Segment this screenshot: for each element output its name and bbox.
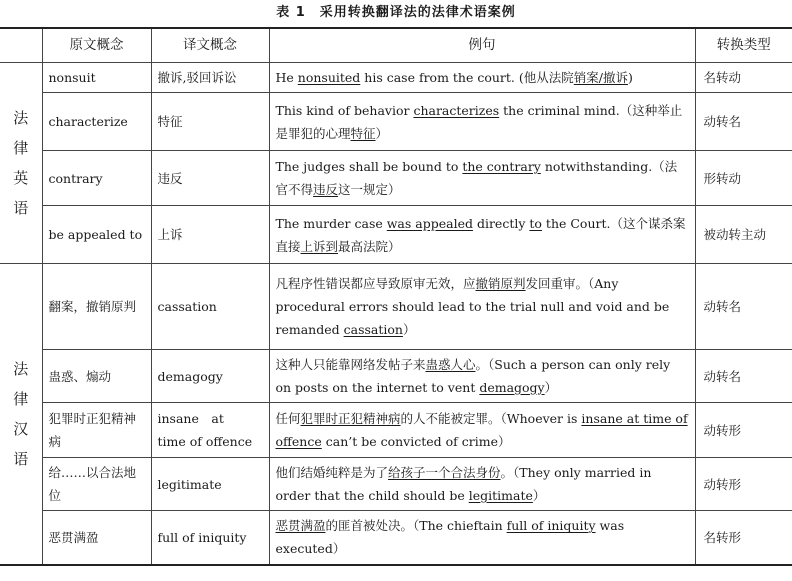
group-label-char: 律 [13,139,29,157]
sentence-text: The judges shall be bound to [275,159,463,174]
source-term-cell: 犯罪时正犯精神病 [42,403,151,458]
target-term-cell: legitimate [151,458,269,511]
sentence-text: directly [472,215,530,231]
example-sentence-cell [269,350,695,403]
underlined-term: 给孩子一个合法身份 [388,465,501,480]
underlined-term: the contrary [462,159,541,174]
conversion-type-cell: 名转形 [695,511,792,565]
sentence-text: 的人不能被定罪。（Whoever is [400,411,582,426]
sentence-text: ） [375,125,389,141]
sentence-text: 。（They only married in order that the child should be [275,465,652,503]
sentence-text: This kind of behavior [275,102,414,118]
underlined-term: insane at time of offence [275,411,688,449]
sentence-text: 最高法院） [338,238,401,254]
underlined-term: 违反 [313,182,339,197]
group-label-legal-english [0,63,42,264]
target-term-cell: demagogy [151,350,269,403]
underlined-term: 蛊惑人心 [425,357,476,372]
underlined-term: 犯罪时正犯精神病 [300,411,401,426]
underlined-term: to [529,215,542,231]
source-term-cell: characterize [42,93,151,151]
source-term-cell: be appealed to [42,206,151,264]
sentence-text: 他们结婚纯粹是为了 [275,465,389,480]
conversion-type-cell: 被动转主动 [695,206,792,264]
table-row [0,93,792,151]
table-row [0,151,792,206]
group-label-char: 汉 [13,419,29,438]
conversion-type-cell: 形转动 [695,151,792,206]
underlined-term: 上诉到 [300,238,339,254]
conversion-type-cell: 动转名 [695,350,792,403]
conversion-type-cell: 动转形 [695,403,792,458]
sentence-text: 发回重审。（Any procedural errors should lead to the trial null and void and be remanded [275,276,670,337]
header-example: 例句 [269,28,695,63]
sentence-text: ） [544,380,558,395]
underlined-term: characterizes [413,102,500,118]
target-term-cell: 上诉 [151,206,269,264]
underlined-term: 恶贯满盈 [275,518,326,534]
header-row [0,28,792,63]
table-row [0,206,792,264]
table-body [0,63,792,565]
target-term-cell: 违反 [151,151,269,206]
sentence-text: He [275,70,298,85]
sentence-text: can’t be convicted of crime） [321,434,511,449]
header-source: 原文概念 [42,28,151,63]
table-row [0,350,792,403]
underlined-term: 销案/撤诉 [573,70,628,85]
target-term-cell: full of iniquity [151,511,269,565]
conversion-type-cell: 动转名 [695,264,792,350]
source-term-cell: 蛊惑、煽动 [42,350,151,403]
underlined-term: full of iniquity [506,518,596,534]
sentence-text: 这种人只能靠网络发帖子来 [275,357,426,372]
target-term-cell: cassation [151,264,269,350]
example-sentence-cell [269,151,695,206]
group-label-char: 英 [13,169,29,187]
target-term-cell: 撤诉,驳回诉讼 [151,63,269,93]
sentence-text: ) [627,70,633,85]
sentence-text: 这一规定） [338,182,401,197]
sentence-text: the criminal mind.（这种举止是罪犯的心理 [275,102,683,141]
table-row [0,458,792,511]
group-label-char: 语 [13,449,29,468]
underlined-term: 撤销原判 [475,276,526,291]
example-sentence-cell [269,458,695,511]
underlined-term: 特征 [350,125,376,141]
underlined-term: legitimate [468,488,533,503]
group-label-char: 语 [13,199,29,217]
header-type: 转换类型 [695,28,792,63]
conversion-type-cell: 动转名 [695,93,792,151]
sentence-text: The murder case [275,215,387,231]
header-cell [0,28,42,63]
target-term-cell: insane at time of offence [151,403,269,458]
table-row [0,403,792,458]
example-sentence-cell [269,206,695,264]
sentence-text: was executed） [275,518,625,557]
example-sentence-cell [269,403,695,458]
underlined-term: demagogy [479,380,545,395]
conversion-type-cell: 动转形 [695,458,792,511]
example-sentence-cell [269,264,695,350]
source-term-cell: 给……以合法地位 [42,458,151,511]
header-target: 译文概念 [151,28,269,63]
underlined-term: cassation [343,322,403,337]
source-term-cell: nonsuit [42,63,151,93]
conversion-type-cell: 名转动 [695,63,792,93]
sentence-text: 任何 [275,411,301,426]
group-label-char: 法 [13,109,29,127]
table-title: 表 1 采用转换翻译法的法律术语案例 [276,5,516,20]
sentence-text: ） [402,322,416,337]
underlined-term: nonsuited [297,70,361,85]
group-label-char: 法 [13,359,29,378]
table-row [0,264,792,350]
table-row [0,63,792,93]
example-sentence-cell [269,511,695,565]
sentence-text: notwithstanding.（法官不得 [275,159,678,197]
sentence-text: 的匪首被处决。（The chieftain [325,518,507,534]
source-term-cell: 翻案，撤销原判 [42,264,151,350]
sentence-text: 凡程序性错误都应导致原审无效，应 [275,276,476,291]
target-term-cell: 特征 [151,93,269,151]
source-term-cell: contrary [42,151,151,206]
group-label-legal-chinese [0,264,42,565]
table-row [0,511,792,565]
source-term-cell: 恶贯满盈 [42,511,151,565]
underlined-term: was appealed [386,215,473,231]
group-label-char: 律 [13,389,29,408]
sentence-text: 。（Such a person can only rely on posts on the internet to vent [275,357,671,395]
term-table [0,27,792,566]
sentence-text: ） [532,488,546,503]
sentence-text: his case from the court. (他从法院 [360,70,574,85]
sentence-text: the Court.（这个谋杀案直接 [275,215,686,254]
example-sentence-cell [269,93,695,151]
example-sentence-cell [269,63,695,93]
